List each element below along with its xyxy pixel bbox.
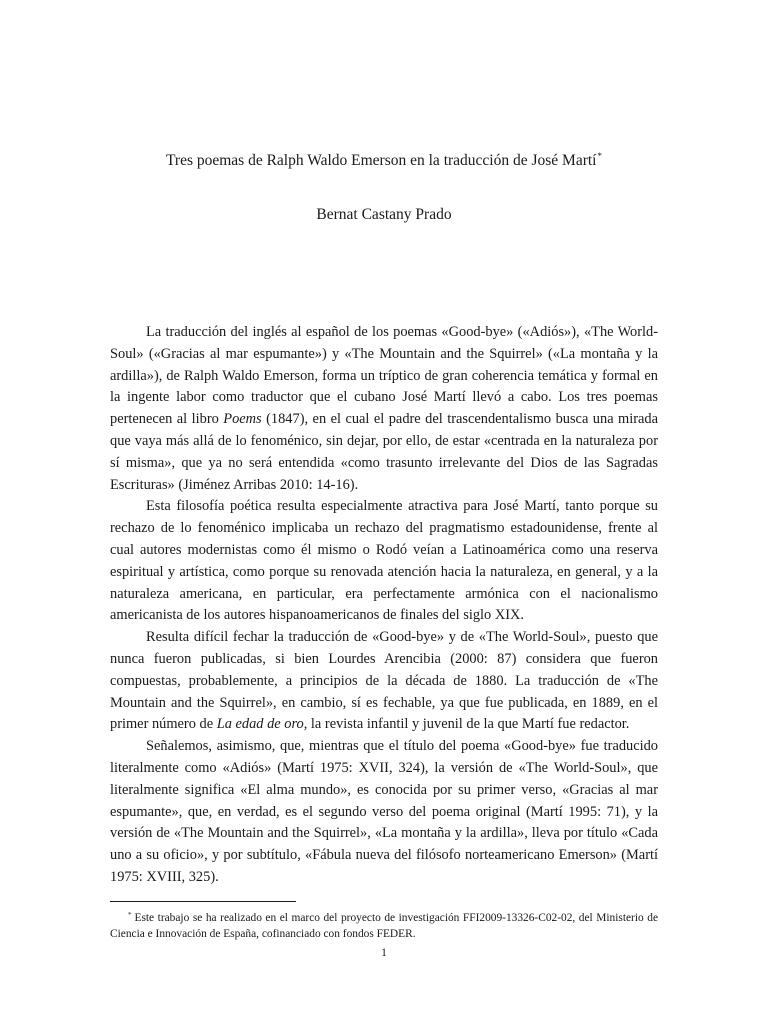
author-name: Bernat Castany Prado <box>316 206 452 223</box>
title-footnote-marker: * <box>597 151 602 161</box>
magazine-title: La edad de oro <box>216 716 304 733</box>
footnote-divider <box>110 901 296 902</box>
footnote-text: Este trabajo se ha realizado en el marco del proyecto de investigación FFI2009-13326-C02-02, del Ministerio de Ciencia e Innovación de España, cofinanciado con fondos FEDER. <box>110 912 658 940</box>
document-title <box>110 146 658 171</box>
paragraph-3: Resulta difícil fechar la traducción de «Good-bye» y de «The World-Soul», puesto que nunca fueron publicadas, si bien Lourdes Arencibia (2000: 87) considera que fueron compuestas, probablemente, a principios de la década de 1880. La traducción de «The Mountain and the Squirrel», en cambio, sí es fechable, ya que fue publicada, en 1889, en el primer número de La edad de oro, la revista infantil y juvenil de la que Martí fue redactor. <box>110 629 658 733</box>
title-text: Tres poemas de Ralph Waldo Emerson en la traducción de José Martí <box>165 152 597 169</box>
paragraph-1: La traducción del inglés al español de los poemas «Good-bye» («Adiós»), «The World-Soul» («Gracias al mar espumante») y «The Mountain and the Squirrel» («La montaña y la ardilla»), de Ralph Waldo Emerson, forma un tríptico de gran coherencia temática y formal en la ingente labor como traductor que el cubano José Martí llevó a cabo. Los tres poemas pertenecen al libro Poems (1847), en el cual el padre del trascendentalismo busca una mirada que vaya más allá de lo fenoménico, sin dejar, por ello, de estar «centrada en la naturaleza por sí misma», que ya no será entendida «como trasunto irrelevante del Dios de las Sagradas Escrituras» (Jiménez Arribas 2010: 14-16). <box>110 324 658 493</box>
footnote <box>110 907 658 942</box>
body-text <box>110 322 658 889</box>
book-title-poems: Poems <box>223 411 262 428</box>
paragraph-4: Señalemos, asimismo, que, mientras que el título del poema «Good-bye» fue traducido literalmente como «Adiós» (Martí 1975: XVII, 324), la versión de «The World-Soul», que literalmente significa «El alma mundo», es conocida por su primer verso, «Gracias al mar espumante», que, en verdad, es el segundo verso del poema original (Martí 1995: 71), y la versión de «The Mountain and the Squirrel», «La montaña y la ardilla», lleva por título «Cada uno a su oficio», y por subtítulo, «Fábula nueva del filósofo norteamericano Emerson» (Martí 1975: XVIII, 325). <box>110 738 658 885</box>
page-number: 1 <box>381 947 387 959</box>
footnote-marker: * <box>128 911 132 919</box>
paragraph-2: Esta filosofía poética resulta especialmente atractiva para José Martí, tanto porque su rechazo de lo fenoménico implicaba un rechazo del pragmatismo estadounidense, frente al cual autores modernistas como él mismo o Rodó veían a Latinoamérica como una reserva espiritual y artística, como porque su renovada atención hacia la naturaleza, en general, y a la naturaleza americana, en particular, era perfectamente armónica con el nacionalismo americanista de los autores hispanoamericanos de finales del siglo XIX. <box>110 498 658 624</box>
